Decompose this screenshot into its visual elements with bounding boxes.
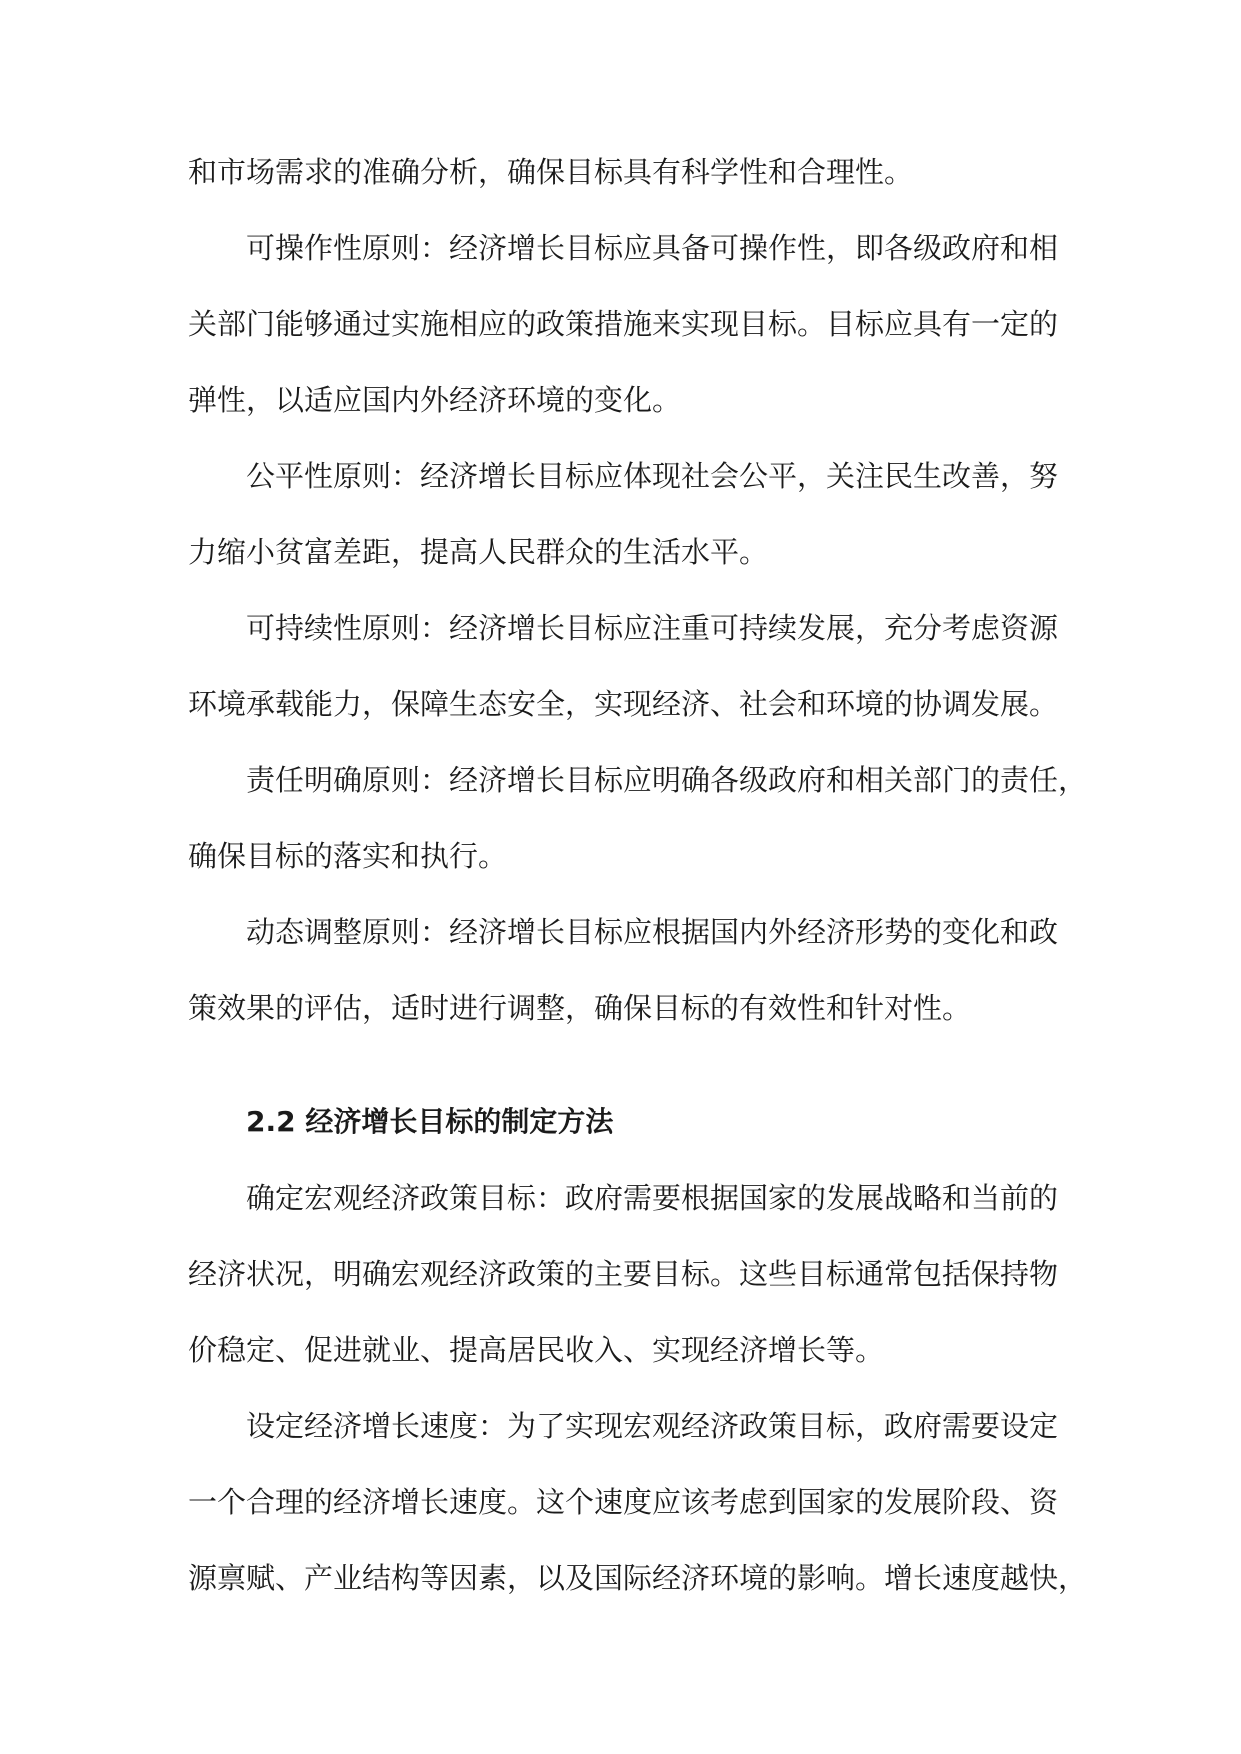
paragraph-line: 价稳定、促进就业、提高居民收入、实现经济增长等。 (188, 1333, 885, 1367)
paragraph-line: 确定宏观经济政策目标：政府需要根据国家的发展战略和当前的 (246, 1181, 1059, 1215)
paragraph-line: 一个合理的经济增长速度。这个速度应该考虑到国家的发展阶段、资 (188, 1485, 1059, 1519)
section-heading: 2.2 经济增长目标的制定方法 (246, 1105, 614, 1138)
paragraph-line: 经济状况，明确宏观经济政策的主要目标。这些目标通常包括保持物 (188, 1257, 1059, 1291)
section-spacer (188, 1054, 1054, 1092)
paragraph-line: 可操作性原则：经济增长目标应具备可操作性，即各级政府和相 (246, 231, 1059, 265)
paragraph-line: 动态调整原则：经济增长目标应根据国内外经济形势的变化和政 (246, 915, 1059, 949)
paragraph-line: 和市场需求的准确分析，确保目标具有科学性和合理性。 (188, 155, 914, 189)
paragraph-line: 责任明确原则：经济增长目标应明确各级政府和相关部门的责任， (246, 763, 1088, 797)
paragraph-line: 力缩小贫富差距，提高人民群众的生活水平。 (188, 535, 769, 569)
paragraph-line: 弹性，以适应国内外经济环境的变化。 (188, 383, 682, 417)
paragraph-line: 策效果的评估，适时进行调整，确保目标的有效性和针对性。 (188, 991, 972, 1025)
document-page (188, 142, 1088, 1624)
paragraph-line: 源禀赋、产业结构等因素，以及国际经济环境的影响。增长速度越快， (188, 1561, 1088, 1595)
paragraph-line: 设定经济增长速度：为了实现宏观经济政策目标，政府需要设定 (246, 1409, 1059, 1443)
paragraph-line: 环境承载能力，保障生态安全，实现经济、社会和环境的协调发展。 (188, 687, 1059, 721)
paragraph-line: 公平性原则：经济增长目标应体现社会公平，关注民生改善，努 (246, 459, 1059, 493)
paragraph-line: 确保目标的落实和执行。 (188, 839, 508, 873)
paragraph-line: 关部门能够通过实施相应的政策措施来实现目标。目标应具有一定的 (188, 307, 1059, 341)
paragraph-line: 可持续性原则：经济增长目标应注重可持续发展，充分考虑资源 (246, 611, 1059, 645)
